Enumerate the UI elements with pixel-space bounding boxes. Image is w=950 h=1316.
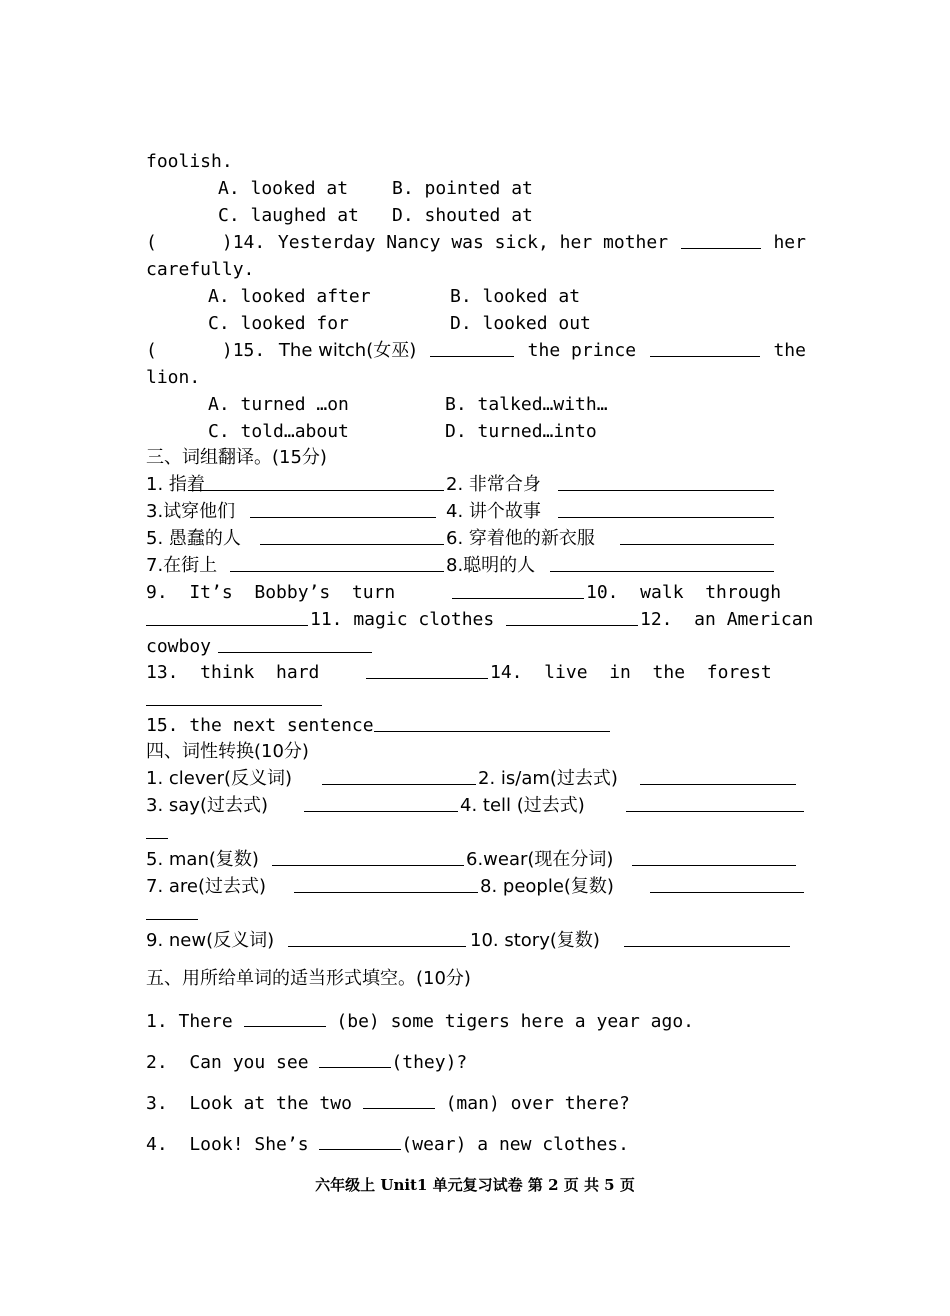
s3-blank-4[interactable] [558, 499, 774, 518]
q15-stem-tail: lion. [146, 367, 201, 388]
s3-row-2: 3.试穿他们 4. 讲个故事 [146, 499, 806, 525]
s3-blank-11[interactable] [506, 607, 638, 626]
q14-stem-tail: carefully. [146, 259, 255, 280]
q13-option-b: B. pointed at [392, 178, 533, 199]
s3-row-10: 15. the next sentence [146, 713, 806, 739]
s3-blank-3[interactable] [250, 499, 436, 518]
section3-title: 三、词组翻译。(15分) [146, 447, 327, 468]
q15-blank-1[interactable] [430, 338, 514, 357]
q15-option-d: D. turned…into [445, 421, 597, 442]
s3-blank-7[interactable] [230, 553, 444, 572]
s5-item-1: 1. There (be) some tigers here a year ago. [146, 1008, 806, 1034]
s3-blank-5[interactable] [260, 526, 444, 545]
s5-item-3: 3. Look at the two (man) over there? [146, 1090, 806, 1116]
q15-stem-3: the [773, 340, 806, 361]
q14-paren: ( )14. [146, 232, 266, 253]
s4-blank-1[interactable] [322, 766, 476, 785]
s5-item-2: 2. Can you see (they)? [146, 1049, 806, 1075]
q15-options-row1 [208, 392, 868, 418]
s4-blank-8-wrap[interactable] [146, 901, 198, 920]
s5-blank-1[interactable] [244, 1008, 326, 1027]
s5-item-4: 4. Look! She’s (wear) a new clothes. [146, 1131, 806, 1157]
q13-option-a: A. looked at [218, 178, 349, 199]
s3-blank-9[interactable] [452, 580, 584, 599]
s3-row-8: 13. think hard 14. live in the forest [146, 662, 772, 683]
q15-option-c: C. told…about [208, 421, 349, 442]
q15-paren: ( )15. [146, 340, 266, 361]
q15-option-a: A. turned …on [208, 394, 349, 415]
s3-blank-13[interactable] [366, 660, 488, 679]
q13-stem-tail: foolish. [146, 151, 233, 172]
q15-stem-2: the prince [527, 340, 637, 361]
section4-title: 四、词性转换(10分) [146, 741, 309, 762]
s4-row-3: 5. man(复数) 6.wear(现在分词) [146, 847, 806, 873]
s3-row-6: 11. magic clothes 12. an American [146, 607, 806, 633]
s4-blank-9[interactable] [288, 928, 466, 947]
s5-blank-2[interactable] [319, 1049, 391, 1068]
q14-options-row1 [208, 284, 868, 310]
s4-blank-7[interactable] [294, 874, 478, 893]
section5-title: 五、用所给单词的适当形式填空。(10分) [146, 968, 471, 989]
s3-blank-1[interactable] [188, 472, 444, 491]
s3-row-1: 1. 指着 2. 非常合身 [146, 472, 806, 498]
q14-option-c: C. looked for [208, 313, 349, 334]
s3-row-9 [146, 687, 806, 713]
s3-blank-15[interactable] [374, 713, 610, 732]
s5-blank-4[interactable] [319, 1131, 401, 1150]
q14-stem-1: Yesterday Nancy was sick, her mother [277, 232, 669, 253]
s5-blank-3[interactable] [363, 1090, 435, 1109]
s3-blank-6[interactable] [620, 526, 774, 545]
q13-options-row1 [218, 176, 878, 202]
q14-option-b: B. looked at [450, 286, 581, 307]
q14-options-row2 [208, 311, 868, 337]
q15-options-row2 [208, 419, 868, 445]
q15-option-b: B. talked…with… [445, 394, 608, 415]
s3-blank-14[interactable] [146, 687, 322, 706]
q15-stem [146, 338, 806, 364]
s4-blank-3[interactable] [304, 793, 458, 812]
s4-row-2-wrap [146, 820, 806, 846]
s4-blank-6[interactable] [632, 847, 796, 866]
q15-blank-2[interactable] [650, 338, 760, 357]
s4-blank-10[interactable] [624, 928, 790, 947]
q14-stem [146, 230, 806, 256]
s4-row-1: 1. clever(反义词) 2. is/am(过去式) [146, 766, 806, 792]
s4-blank-4-wrap[interactable] [146, 820, 168, 839]
s3-blank-8[interactable] [550, 553, 774, 572]
s4-blank-2[interactable] [640, 766, 796, 785]
s4-row-4-wrap [146, 901, 806, 927]
s3-row-4: 7.在街上 8.聪明的人 [146, 553, 806, 579]
s3-blank-2[interactable] [558, 472, 774, 491]
q14-option-a: A. looked after [208, 286, 371, 307]
s3-row-5: 9. It’s Bobby’s turn 10. walk through [146, 582, 782, 603]
page-footer: 六年级上 Unit1 单元复习试卷 第 2 页 共 5 页 [315, 1176, 635, 1194]
s4-blank-8[interactable] [650, 874, 804, 893]
q13-options-row2 [218, 203, 878, 229]
s4-row-5: 9. new(反义词) 10. story(复数) [146, 928, 806, 954]
q13-option-d: D. shouted at [392, 205, 533, 226]
q14-option-d: D. looked out [450, 313, 591, 334]
s4-blank-5[interactable] [272, 847, 464, 866]
q15-stem-1: The witch(女巫) [278, 340, 417, 361]
q13-option-c: C. laughed at [218, 205, 359, 226]
s3-row-7: cowboy [146, 634, 806, 660]
q14-answer-blank[interactable] [681, 230, 761, 249]
s3-blank-12[interactable] [218, 634, 372, 653]
s3-row-3: 5. 愚蠢的人 6. 穿着他的新衣服 [146, 526, 806, 552]
q14-stem-2: her [773, 232, 806, 253]
s3-blank-10[interactable] [146, 607, 308, 626]
s4-row-2: 3. say(过去式) 4. tell (过去式) [146, 793, 806, 819]
s4-blank-4[interactable] [626, 793, 804, 812]
s4-row-4: 7. are(过去式) 8. people(复数) [146, 874, 806, 900]
